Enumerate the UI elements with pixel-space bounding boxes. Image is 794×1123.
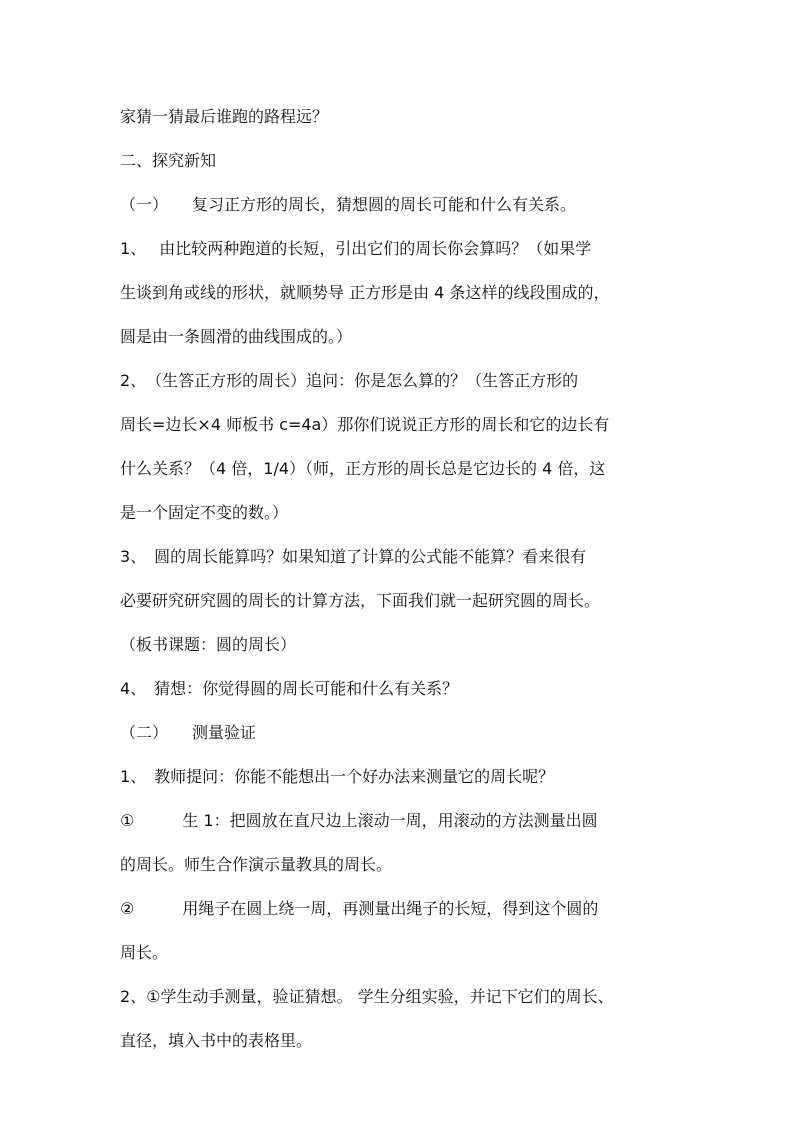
section-heading: 二、探究新知 — [120, 151, 217, 170]
text-line: 的周长。师生合作演示量教具的周长。 — [120, 855, 393, 874]
text-line: ② 用绳子在圆上绕一周，再测量出绳子的长短，得到这个圆的 — [120, 899, 599, 918]
text-line: 圆是由一条圆滑的曲线围成的。） — [120, 327, 353, 346]
text-line: 1、 教师提问：你能不能想出一个好办法来测量它的周长呢？ — [120, 767, 555, 786]
text-line: 4、 猜想：你觉得圆的周长可能和什么有关系？ — [120, 679, 459, 698]
subsection-heading: （二） 测量验证 — [120, 723, 257, 742]
text-line: （板书课题：圆的周长） — [120, 635, 297, 654]
text-line: 家猜一猜最后谁跑的路程远？ — [120, 107, 329, 126]
text-line: 周长。 — [120, 943, 169, 962]
document-body — [120, 100, 676, 1058]
text-line: 2、①学生动手测量，验证猜想。 学生分组实验，并记下它们的周长、 — [120, 987, 614, 1006]
text-line: 是一个固定不变的数。） — [120, 503, 289, 522]
text-line: 3、 圆的周长能算吗？如果知道了计算的公式能不能算？看来很有 — [120, 547, 587, 566]
text-line: 直径，填入书中的表格里。 — [120, 1031, 313, 1050]
text-line: 2、 （生答正方形的周长）追问：你是怎么算的？（生答正方形的 — [120, 371, 579, 390]
text-line: 周长=边长×4 师板书 c=4a）那你们说说正方形的周长和它的边长有 — [120, 415, 610, 434]
text-line: 生谈到角或线的形状，就顺势导 正方形是由 4 条这样的线段围成的， — [120, 283, 610, 302]
text-line: ① 生 1：把圆放在直尺边上滚动一周，用滚动的方法测量出圆 — [120, 811, 598, 830]
text-line: 1、 由比较两种跑道的长短，引出它们的周长你会算吗？（如果学 — [120, 239, 592, 258]
text-line: 什么关系？（4 倍，1/4）（师，正方形的周长总是它边长的 4 倍，这 — [120, 459, 606, 478]
subsection-heading: （一） 复习正方形的周长，猜想圆的周长可能和什么有关系。 — [120, 195, 577, 214]
text-line: 必要研究研究圆的周长的计算方法，下面我们就一起研究圆的周长。 — [120, 591, 601, 610]
